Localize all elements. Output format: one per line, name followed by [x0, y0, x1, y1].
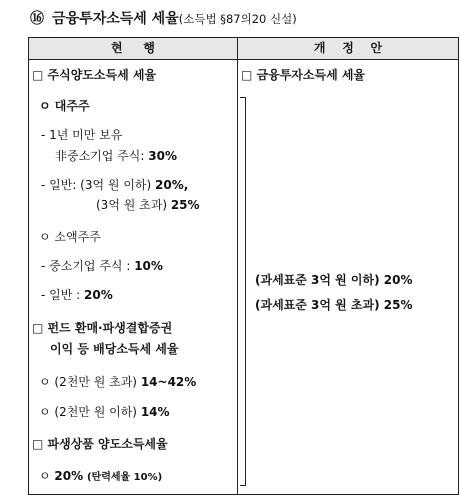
minor-item2 — [41, 287, 113, 303]
proposed-rate2: (과세표준 3억 원 초과) 25% — [255, 298, 413, 312]
minor-item2-rate: 20% — [84, 288, 113, 302]
major-item2-rate2: 25% — [170, 198, 200, 212]
comparison-table — [28, 37, 459, 495]
major-item1-label: 非중소기업 주식: — [55, 149, 145, 163]
right-bracket — [240, 97, 246, 486]
current-section-derivatives-tax: □ 파생상품 양도소득세율 — [32, 437, 168, 451]
minor-item1 — [41, 258, 163, 274]
minor-item2-label: - 일반 : — [41, 288, 81, 302]
header-current: 현 행 — [110, 41, 156, 55]
title-main: 금융투자소득세 세율 — [52, 11, 179, 27]
fund-item1-label: ㅇ (2천만 원 초과) — [39, 375, 137, 389]
major-shareholder-heading: ㅇ 대주주 — [39, 99, 90, 113]
minor-item1-label: - 중소기업 주식 : — [41, 259, 131, 273]
derivatives-item — [39, 468, 162, 486]
derivatives-item-note: (탄력세율 10%) — [86, 472, 163, 483]
fund-item2-label: ㅇ (2천만 원 이하) — [39, 405, 137, 419]
major-item2-label: - 일반: (3억 원 이하) — [41, 178, 152, 192]
major-item1-line2 — [55, 148, 177, 164]
section-number: ⑯ — [30, 11, 44, 27]
major-item1-line1: - 1년 미만 보유 — [41, 128, 123, 142]
fund-item2-rate: 14% — [140, 405, 170, 419]
minor-shareholder-heading: ㅇ 소액주주 — [39, 230, 101, 244]
current-section-stock-tax: □ 주식양도소득세 세율 — [32, 68, 157, 82]
derivatives-item-bullet: ㅇ — [39, 469, 51, 483]
major-item2-rate1: 20%, — [155, 178, 189, 192]
proposed-section-financial-investment-tax: □ 금융투자소득세 세율 — [241, 68, 366, 82]
major-item1-rate: 30% — [148, 149, 177, 163]
title-law-reference: (소득법 §87의20 신설) — [178, 12, 297, 26]
current-section-fund-tax-line1: □ 펀드 환매·파생결합증권 — [32, 321, 173, 335]
derivatives-item-rate: 20% — [54, 469, 84, 483]
minor-item1-rate: 10% — [134, 259, 163, 273]
major-item2-line2 — [96, 197, 200, 213]
fund-item1 — [39, 374, 196, 390]
current-section-fund-tax-line2: 이익 등 배당소득세 세율 — [50, 342, 179, 356]
major-item2-line1 — [41, 177, 188, 193]
header-proposed: 개 정 안 — [313, 41, 383, 55]
document-title — [30, 8, 297, 28]
proposed-rate1: (과세표준 3억 원 이하) 20% — [255, 273, 413, 287]
column-divider — [237, 38, 238, 494]
major-item2-label2: (3억 원 초과) — [96, 198, 167, 212]
fund-item2 — [39, 404, 170, 420]
fund-item1-rate: 14~42% — [140, 375, 197, 389]
